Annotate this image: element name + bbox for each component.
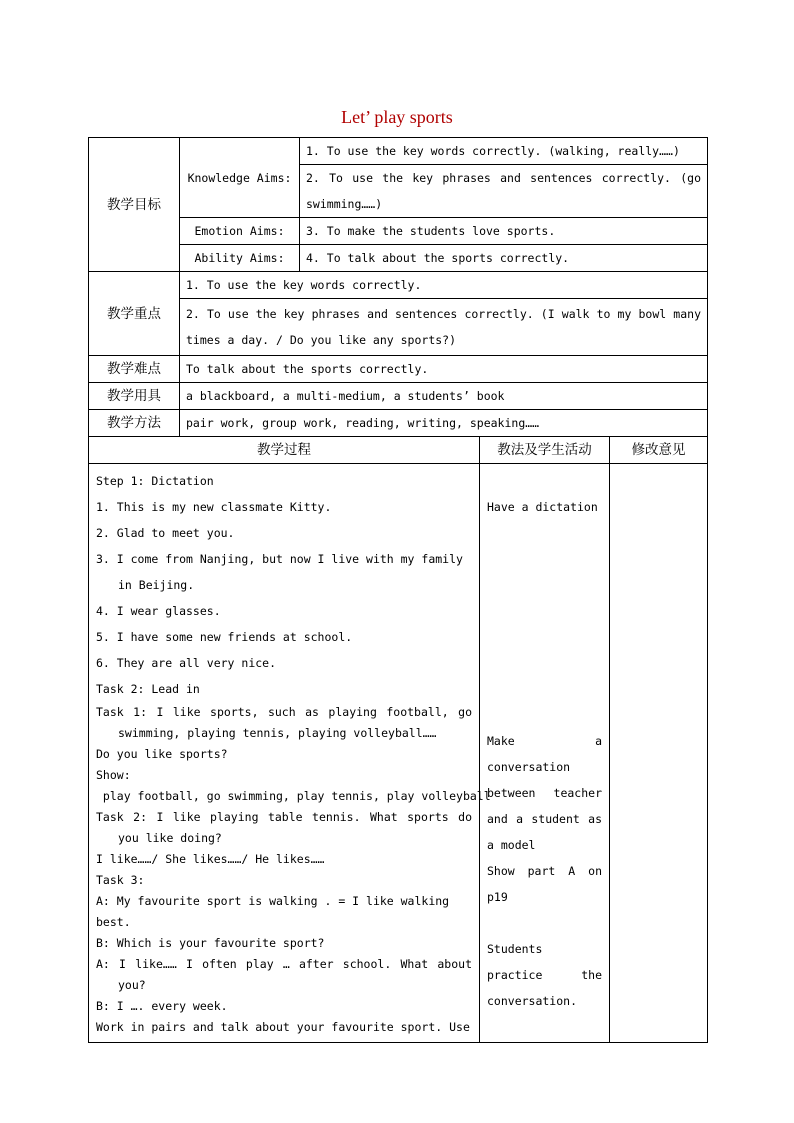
emotion-aim: 3. To make the students love sports. (300, 218, 708, 245)
process-line: 5. I have some new friends at school. (96, 630, 353, 644)
process-line: Show: (96, 768, 131, 782)
process-line: A: I like…… I often play … after school. What about you? (96, 957, 472, 992)
process-line: Step 1: Dictation (96, 474, 214, 488)
difficult-points-header: 教学难点 (89, 356, 180, 383)
teaching-aids-header: 教学用具 (89, 383, 180, 410)
activity-cell (480, 464, 610, 1043)
ability-aim: 4. To talk about the sports correctly. (300, 245, 708, 272)
knowledge-label: Knowledge Aims: (180, 138, 300, 218)
activity-item: Students practice the conversation. (487, 942, 602, 1008)
process-line: Work in pairs and talk about your favourite sport. Use (96, 1020, 470, 1034)
process-line: Task 2: I like playing table tennis. What sports do you like doing? (96, 810, 472, 845)
activity-item: Show part A on p19 (487, 864, 602, 904)
process-line: 4. I wear glasses. (96, 604, 221, 618)
process-line: B: I …. every week. (96, 999, 228, 1013)
key-point-1: 1. To use the key words correctly. (180, 272, 708, 299)
process-line: Task 3: (96, 873, 145, 887)
ability-label: Ability Aims: (180, 245, 300, 272)
key-point-2: 2. To use the key phrases and sentences correctly. (I walk to my bowl many times a day. / Do you like any sports?) (180, 299, 708, 356)
aims-header: 教学目标 (89, 138, 180, 272)
page-title: Let’ play sports (341, 107, 453, 127)
activity-column-header: 教法及学生活动 (480, 437, 610, 464)
knowledge-aim-2: 2. To use the key phrases and sentences correctly. (go swimming……) (300, 165, 708, 218)
process-line: play football, go swimming, play tennis, play volleyball (96, 789, 491, 803)
activity-item: Make a conversation between teacher and a student as a model (487, 734, 602, 852)
process-line: Do you like sports? (96, 747, 228, 761)
process-line: 2. Glad to meet you. (96, 526, 235, 540)
lesson-plan-table (88, 137, 708, 1043)
difficult-point: To talk about the sports correctly. (180, 356, 708, 383)
activity-item: Have a dictation (487, 500, 598, 514)
key-points-header: 教学重点 (89, 272, 180, 356)
teaching-aids: a blackboard, a multi-medium, a students’ book (180, 383, 708, 410)
process-line: Task 2: Lead in (96, 682, 200, 696)
process-line: Task 1: I like sports, such as playing football, go swimming, playing tennis, playing volleyball…… (96, 705, 472, 740)
revise-cell (610, 464, 708, 1043)
process-line: I like……/ She likes……/ He likes…… (96, 852, 325, 866)
emotion-label: Emotion Aims: (180, 218, 300, 245)
process-cell (89, 464, 491, 1043)
process-line: B: Which is your favourite sport? (96, 936, 325, 950)
revise-column-header: 修改意见 (610, 437, 708, 464)
process-column-header: 教学过程 (89, 437, 480, 464)
teaching-methods: pair work, group work, reading, writing, speaking…… (180, 410, 708, 437)
knowledge-aim-1: 1. To use the key words correctly. (walking, really……) (300, 138, 708, 165)
process-line: A: My favourite sport is walking . = I like walking best. (96, 894, 450, 929)
process-line: 6. They are all very nice. (96, 656, 277, 670)
process-line: 1. This is my new classmate Kitty. (96, 500, 332, 514)
process-line: 3. I come from Nanjing, but now I live with my family in Beijing. (96, 552, 463, 592)
teaching-methods-header: 教学方法 (89, 410, 180, 437)
